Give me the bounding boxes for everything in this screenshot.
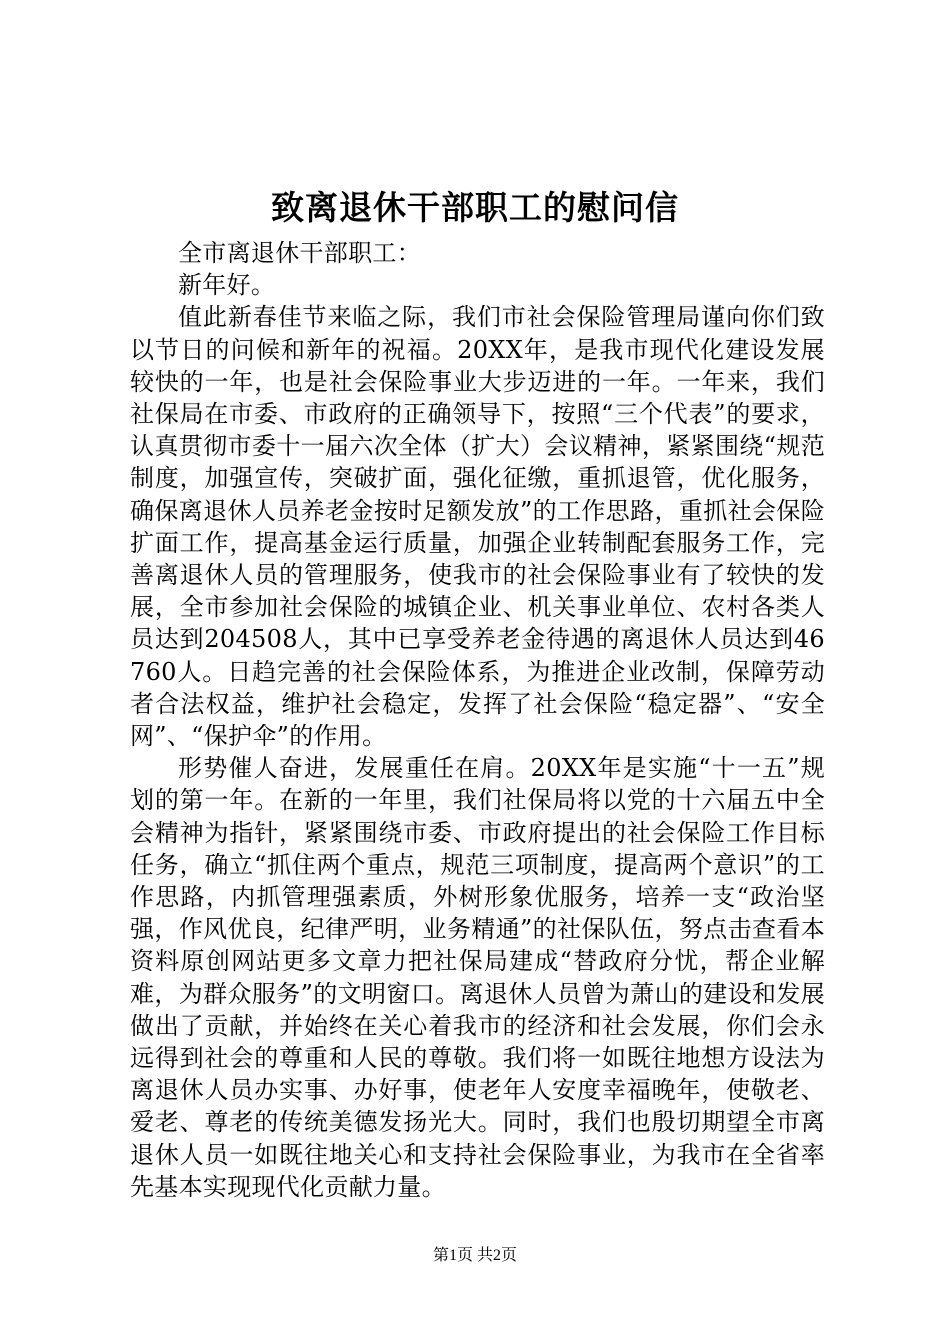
letter-body <box>130 237 825 1203</box>
page-number-footer: 第1页 共2页 <box>432 1247 517 1264</box>
salutation: 全市离退休干部职工： <box>178 239 421 267</box>
greeting: 新年好。 <box>178 271 276 300</box>
body-paragraph-2: 形势催人奋进，发展重任在肩。20XX年是实施“十一五”规划的第一年。在新的一年里，我们社保局将以党的十六届五中全会精神为指针，紧紧围绕市委、市政府提出的社会保险工作目标任务，确立“抓住两个重点，规范三项制度，提高两个意识”的工作思路，内抓管理强素质，外树形象优服务，培养一支“政治坚强，作风优良，纪律严明，业务精通”的社保队伍，努点击查看本资料原创网站更多文章力把社保局建成“替政府分忧，帮企业解难，为群众服务”的文明窗口。离退休人员曾为萧山的建设和发展做出了贡献，并始终在关心着我市的经济和社会发展，你们会永远得到社会的尊重和人民的尊敬。我们将一如既往地想方设法为离退休人员办实事、办好事，使老年人安度幸福晚年，使敬老、爱老、尊老的传统美德发扬光大。同时，我们也殷切期望全市离退休人员一如既往地关心和支持社会保险事业，为我市在全省率先基本实现现代化贡献力量。 <box>130 754 825 1201</box>
document-title: 致离退休干部职工的慰问信 <box>271 188 679 227</box>
body-paragraph-1: 值此新春佳节来临之际，我们市社会保险管理局谨向你们致以节日的问候和新年的祝福。20XX年，是我市现代化建设发展较快的一年，也是社会保险事业大步迈进的一年。一年来，我们社保局在市委、市政府的正确领导下，按照“三个代表”的要求，认真贯彻市委十一届六次全体（扩大）会议精神，紧紧围绕“规范制度，加强宣传，突破扩面，强化征缴，重抓退管，优化服务，确保离退休人员养老金按时足额发放”的工作思路，重抓社会保险扩面工作，提高基金运行质量，加强企业转制配套服务工作，完善离退休人员的管理服务，使我市的社会保险事业有了较快的发展，全市参加社会保险的城镇企业、机关事业单位、农村各类人员达到204508人，其中已享受养老金待遇的离退休人员达到46760人。日趋完善的社会保险体系，为推进企业改制，保障劳动者合法权益，维护社会稳定，发挥了社会保险“稳定器”、“安全网”、“保护伞”的作用。 <box>130 303 825 751</box>
